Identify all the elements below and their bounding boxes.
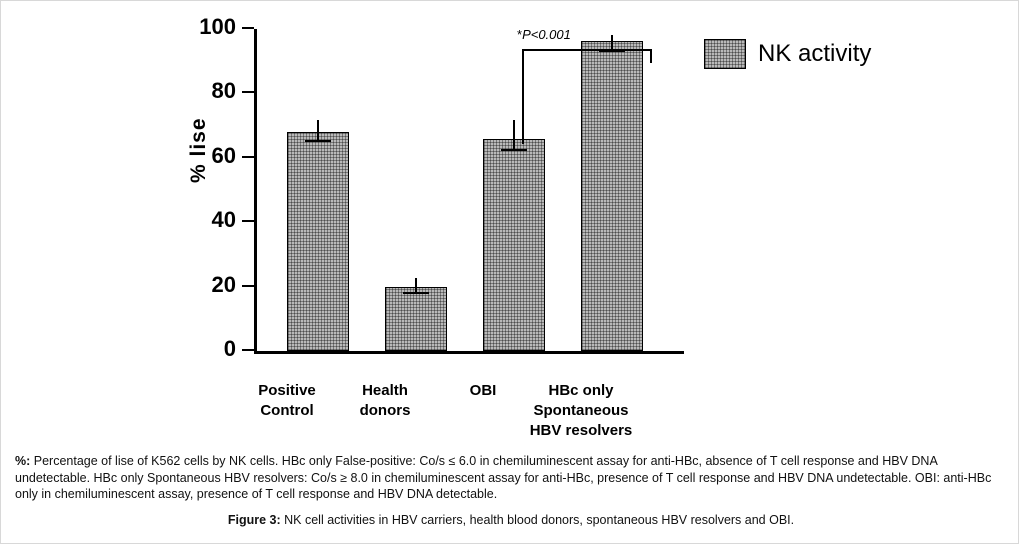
bar-health-donors [385,287,447,351]
x-tick-line-2: donors [359,402,411,419]
x-tick-line-1: HBc only [548,382,614,399]
errorbar-obi [513,120,515,151]
figure-text: NK cell activities in HBV carriers, health blood donors, spontaneous HBV resolvers and OBI. [280,513,795,527]
y-tick-60 [211,142,254,168]
caption-lead: %: [15,454,31,468]
y-tick-label-60: 60 [211,142,236,168]
legend [704,39,871,69]
chart-canvas [1,1,1019,451]
figure-number-line [15,513,1007,527]
y-axis-label: % lise [187,117,210,183]
figure-caption [15,453,1007,503]
x-tick-line-2: Spontaneous [533,402,629,419]
y-tick-80 [211,78,254,104]
significance-label [517,27,571,42]
bar-obi [483,139,545,351]
errorbar-positive-control [317,120,319,142]
legend-label-nk-activity: NK activity [758,40,872,67]
x-tick-line-1: Health [362,382,408,399]
bar-positive-control [287,132,349,351]
bracket-right-arm [650,49,652,63]
y-tick-label-20: 20 [211,271,236,297]
bracket-left-arm [522,49,524,144]
y-tick-20 [211,271,254,297]
x-tick-line-3: HBV resolvers [529,422,633,439]
x-tick-line-1: OBI [469,382,497,399]
x-tick-line-2: Control [260,402,314,419]
x-tick-label-hbc-only [521,381,641,441]
y-axis-line [254,29,257,354]
errorbar-cap-obi [501,149,527,151]
y-tick-label-80: 80 [211,78,236,104]
x-axis-line [254,351,684,354]
significance-bracket [522,49,652,144]
bracket-top [522,49,652,51]
y-tick-40 [211,207,254,233]
figure-label: Figure 3: [227,513,281,527]
y-tick-label-0: 0 [223,336,236,361]
errorbar-cap-health-donors [403,292,429,294]
errorbar-cap-positive-control [305,140,331,142]
y-tick-label-100: 100 [199,14,236,39]
significance-star: * [517,27,523,42]
legend-swatch-nk-activity [704,39,746,69]
y-tick-label-40: 40 [211,207,236,233]
significance-pvalue: P<0.001 [522,27,571,42]
y-tick-0 [223,336,254,361]
y-tick-100 [199,14,254,39]
caption-body: Percentage of lise of K562 cells by NK cells. HBc only False-positive: Co/s ≤ 6.0 in chemiluminescent assay for anti-HBc, absence of T cell response and HBV DNA undetectable. HBc only Spontaneous HBV resolvers: Co/s ≥ 8.0 in chemiluminescent assay for anti-HBc, presence of T cell response and HBV DNA undetectable. OBI: anti-HBc only in chemiluminescent assay, presence of T cell response and HBV DNA detectable. [15,454,992,501]
x-tick-line-1: Positive [258,382,316,399]
